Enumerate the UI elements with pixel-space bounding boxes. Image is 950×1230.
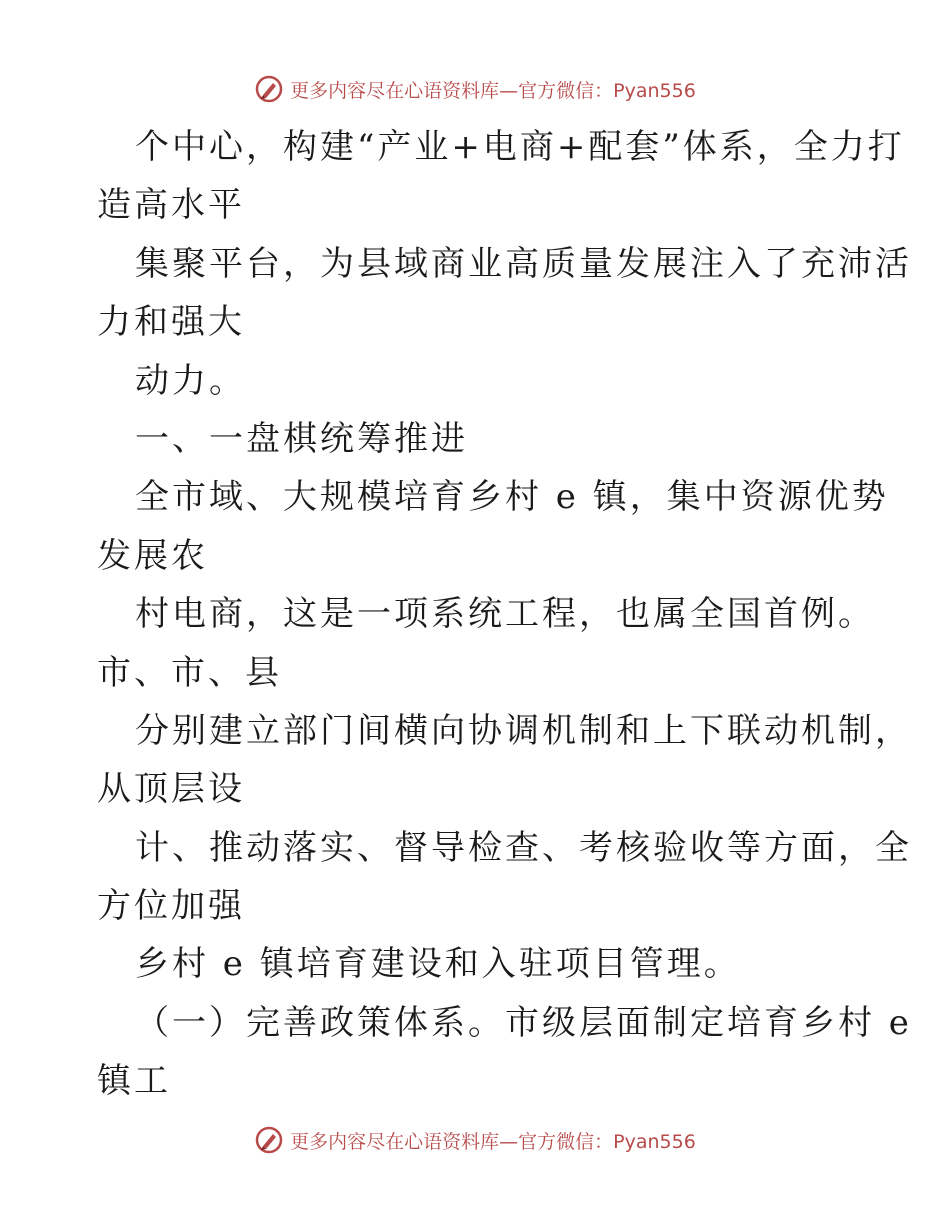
text-line: 计、推动落实、督导检查、考核验收等方面，全 [135, 827, 912, 868]
text-line: 分别建立部门间横向协调机制和上下联动机制， [135, 710, 912, 751]
footer-watermark [0, 1123, 950, 1157]
text-line: 全市域、大规模培育乡村 e 镇，集中资源优势 [135, 477, 889, 518]
text-line: 村电商，这是一项系统工程，也属全国首例。 [135, 594, 875, 635]
text-line: 个中心，构建“产业+电商+配套”体系，全力打 [135, 127, 905, 167]
header-watermark [0, 72, 950, 106]
text-line: 从顶层设 [97, 769, 245, 810]
subsection-heading: （一）完善政策体系。市级层面制定培育乡村 e [135, 1002, 912, 1043]
watermark-text: 更多内容尽在心语资料库—官方微信：Pyan556 [290, 79, 696, 102]
watermark-text: 更多内容尽在心语资料库—官方微信：Pyan556 [290, 1130, 696, 1153]
document-body [97, 118, 912, 1111]
pen-logo-icon [254, 74, 284, 104]
text-line: 乡村 e 镇培育建设和入驻项目管理。 [135, 944, 741, 985]
text-line: 力和强大 [97, 302, 245, 343]
text-line: 动力。 [135, 360, 246, 401]
text-line: 镇工 [97, 1061, 171, 1102]
text-line: 市、市、县 [97, 652, 282, 693]
text-line: 发展农 [97, 535, 208, 576]
text-line: 集聚平台，为县域商业高质量发展注入了充沛活 [135, 243, 912, 284]
text-line: 方位加强 [97, 886, 245, 927]
pen-logo-icon [254, 1125, 284, 1155]
section-heading: 一、一盘棋统筹推进 [135, 418, 468, 459]
text-line: 造高水平 [97, 185, 245, 226]
